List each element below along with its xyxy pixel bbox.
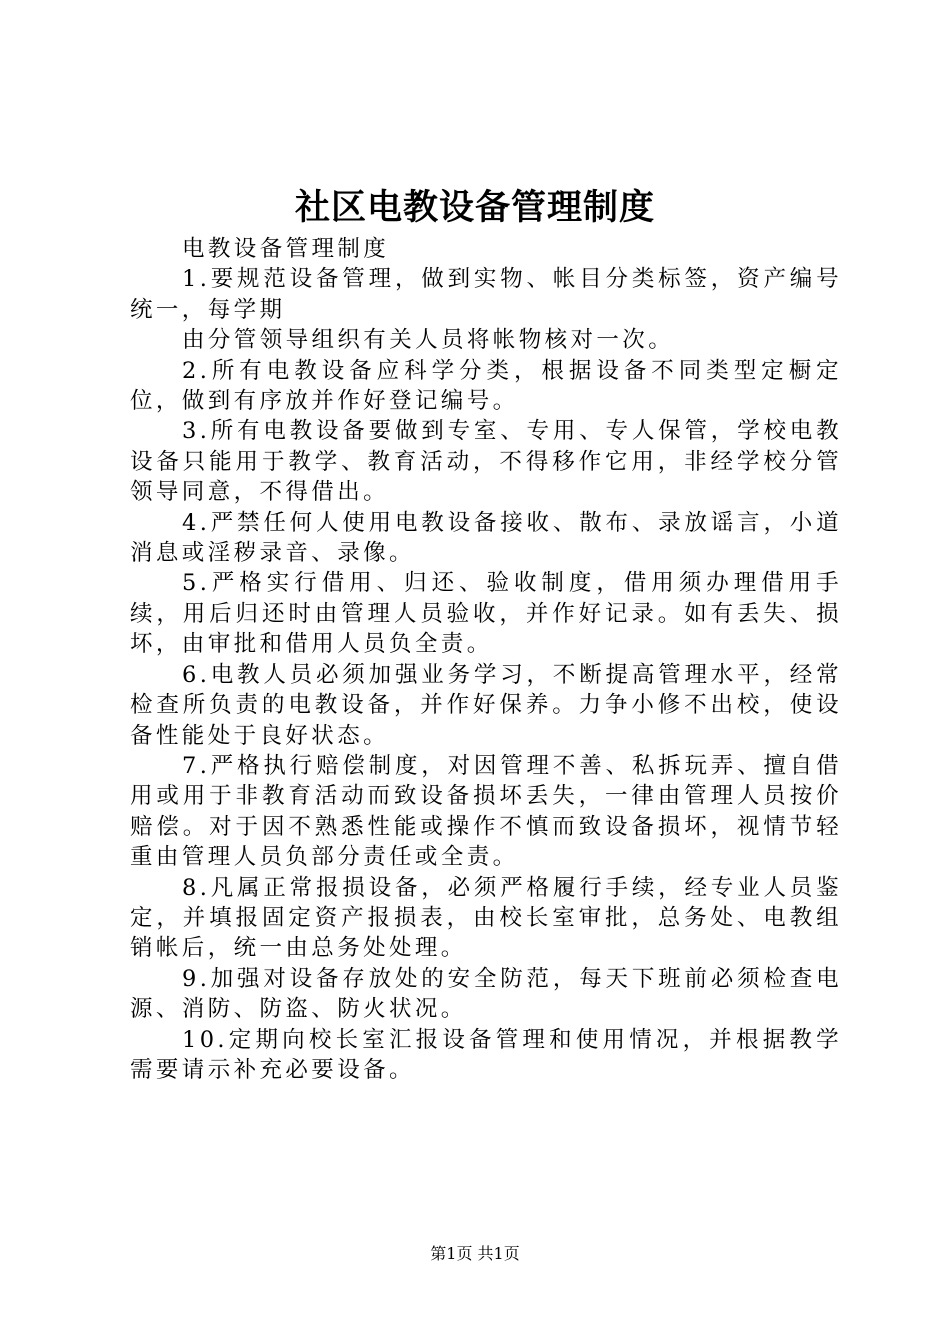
paragraph-item-9: 9.加强对设备存放处的安全防范，每天下班前必须检查电源、消防、防盗、防火状况。: [130, 965, 842, 1023]
paragraph-item-4: 4.严禁任何人使用电教设备接收、散布、录放谣言，小道消息或淫秽录音、录像。: [130, 509, 842, 567]
paragraph-item-8: 8.凡属正常报损设备，必须严格履行手续，经专业人员鉴定，并填报固定资产报损表，由校长室审批，总务处、电教组销帐后，统一由总务处处理。: [130, 874, 842, 962]
paragraph-item-10: 10.定期向校长室汇报设备管理和使用情况，并根据教学需要请示补充必要设备。: [130, 1026, 842, 1083]
paragraph-item-2: 2.所有电教设备应科学分类，根据设备不同类型定橱定位，做到有序放并作好登记编号。: [130, 357, 842, 415]
paragraph-item-3: 3.所有电教设备要做到专室、专用、专人保管，学校电教设备只能用于教学、教育活动，不得移作它用，非经学校分管领导同意，不得借出。: [130, 418, 842, 506]
paragraph-subtitle: 电教设备管理制度: [182, 236, 390, 262]
paragraph-item-5: 5.严格实行借用、归还、验收制度，借用须办理借用手续，用后归还时由管理人员验收，并作好记录。如有丢失、损坏，由审批和借用人员负全责。: [130, 570, 842, 658]
page-footer: 第1页 共1页: [430, 1244, 520, 1263]
paragraph-item-6: 6.电教人员必须加强业务学习，不断提高管理水平，经常检查所负责的电教设备，并作好保养。力争小修不出校，使设备性能处于良好状态。: [130, 661, 842, 749]
page-title: 社区电教设备管理制度: [294, 187, 655, 228]
paragraph-item-1: 1.要规范设备管理，做到实物、帐目分类标签，资产编号统一，每学期: [130, 266, 842, 323]
document-body: [130, 234, 842, 1085]
paragraph-item-1-continued: 由分管领导组织有关人员将帐物核对一次。: [182, 327, 675, 354]
paragraph-item-7: 7.严格执行赔偿制度，对因管理不善、私拆玩弄、擅自借用或用于非教育活动而致设备损坏丢失，一律由管理人员按价赔偿。对于因不熟悉性能或操作不慎而致设备损坏，视情节轻重由管理人员负部分责任或全责。: [130, 752, 842, 871]
